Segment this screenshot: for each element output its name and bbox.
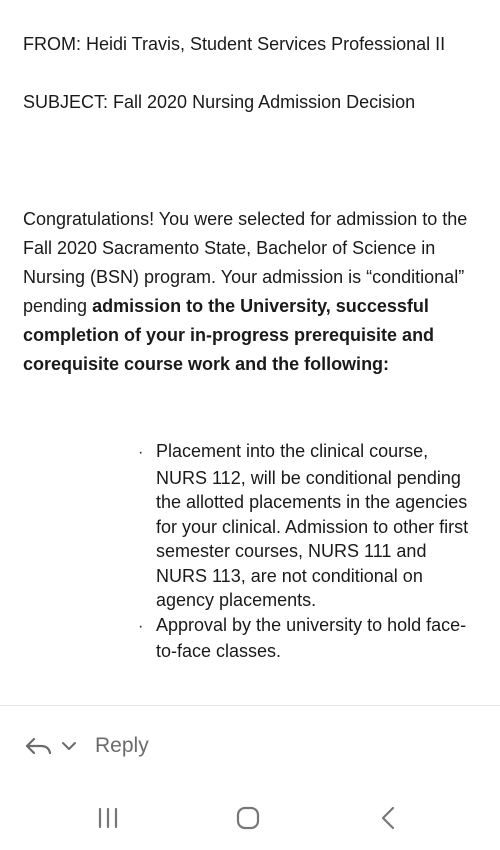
body-bold-text: admission to the University, successful completion of your in-progress prerequisite and corequisite course work and the following:: [23, 296, 435, 374]
recent-apps-icon[interactable]: [88, 804, 128, 832]
list-item-text: Placement into the clinical course, NURS 112, will be conditional pending the allotted placements in the agencies for your clinical. Admission to other first semester courses, NURS 111 and NURS 113, are not conditional on agency placements.: [156, 441, 469, 610]
system-nav-bar: [0, 790, 500, 850]
list-item: [122, 439, 472, 613]
reply-button[interactable]: Reply: [95, 734, 149, 757]
back-icon[interactable]: [368, 804, 408, 832]
bullet-dot: ·: [138, 444, 144, 461]
home-icon[interactable]: [228, 804, 268, 832]
subject-line: SUBJECT: Fall 2020 Nursing Admission Decision: [23, 92, 416, 112]
chevron-down-icon[interactable]: [61, 738, 77, 754]
bullet-dot: ·: [138, 617, 144, 635]
reply-arrow-icon[interactable]: [24, 734, 54, 758]
reply-bar: [0, 718, 500, 774]
conditions-list: [122, 439, 472, 664]
body-intro-text: Congratulations! You were selected for admission to the Fall 2020 Sacramento State, Bachelor of Science in Nursing (BSN) program. Your admission is “conditional” pending: [23, 209, 468, 316]
list-item: [122, 613, 472, 664]
email-body-paragraph: [23, 205, 485, 379]
from-line: FROM: Heidi Travis, Student Services Professional II: [23, 34, 446, 54]
list-item-text: Approval by the university to hold face-to-face classes.: [156, 614, 467, 661]
